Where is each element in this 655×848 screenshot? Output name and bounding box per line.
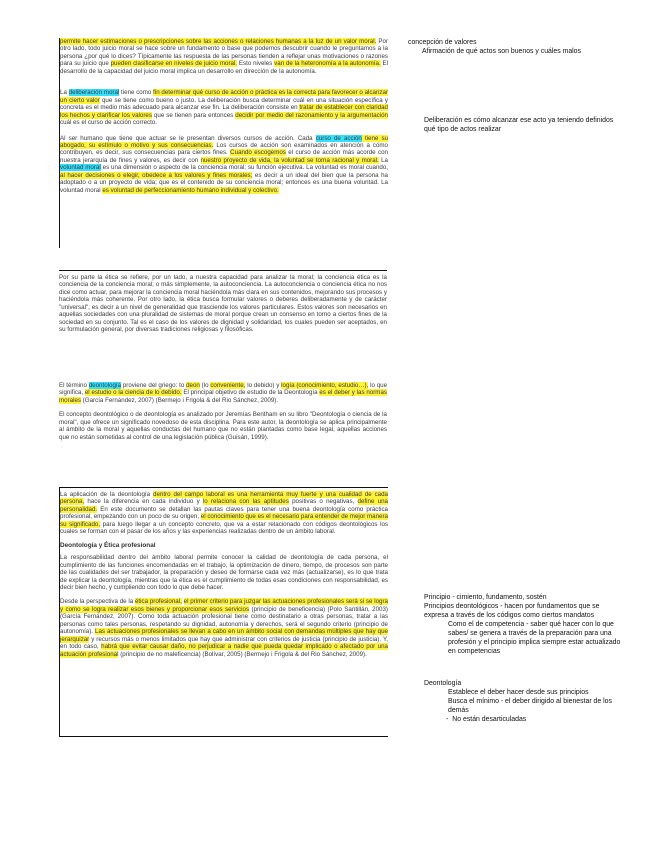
paragraph <box>60 491 388 536</box>
margin-note-valores <box>408 38 581 56</box>
text-run: cuál es el curso de acción correcto. <box>60 119 157 127</box>
highlighted-text: deontología <box>88 382 122 389</box>
highlighted-text: habrá que evitar causar daño, no perjudicar a nadie que pueda quedar implicado o afectado por una actuación profesional <box>60 643 388 658</box>
note-line: No están desarticuladas <box>452 716 527 723</box>
text-run: La aplicación de la deontología <box>60 491 154 498</box>
document-excerpt-deontologia-profesional <box>59 487 388 737</box>
note-line: expresa a través de los códigos como ciertos mandatos <box>424 612 595 619</box>
margin-note-principio <box>424 593 620 656</box>
note-line: Principio - cimiento, fundamento, sostén <box>424 594 547 601</box>
note-line: demás <box>448 707 469 714</box>
text-run: (lo <box>199 382 211 389</box>
paragraph <box>60 554 388 591</box>
note-line: Como el de competencia - saber qué hacer con lo que <box>448 621 614 628</box>
note-line: en competencias <box>448 648 501 655</box>
text-run: que se tienen para entonces <box>151 111 236 119</box>
highlighted-text: deon <box>186 382 200 389</box>
text-run: (García Fernández, 2007) (Bermejo i Frigola & del Rio Sánchez, 2009). <box>81 396 279 404</box>
highlighted-text: ética profesional, <box>134 598 182 606</box>
paragraph <box>59 382 387 404</box>
text-run: es una dimensión o aspecto de la conciencia moral; su función ejecutiva. La voluntad es moral cuando, <box>100 164 388 172</box>
text-run: Por su parte la ética se refiere, por un lado, a nuestra capacidad para analizar la moral; la conciencia ética es la conciencia de la conciencia moral; o más simplemente, la autoconciencia. La autoconciencia o conciencia ética no nos dice como actuar, para mejorar la conciencia moral haciéndola más clara en sus contenidos, mejorando sus procesos y haciéndola más coherente. Por otro lado, la ética busca formular valores o deberes deliberadamente y de carácter "universal", es decir a un nivel de generalidad que trasciende los valores particulares. Estos valores son necesarios en aquellas sociedades con una pluralidad de sistemas de moral porque crean un consenso en torno a ciertos fines de la sociedad en su conjunto. Tal es el caso de los valores de dignidad y solidaridad, los cuales pueden ser aceptados, en su formulación general, por diversas tradiciones religiosas y filosóficas. <box>59 274 387 334</box>
highlighted-text: deliberación moral <box>68 89 120 97</box>
text-run: Por otro lado, todo juicio moral se hace sobre un fundamento o base que podemos descubrir cuando le preguntamos a la persona ¿por qué lo dices? Típicamente las respuesta de las personas tienden a reflejar unas motivaciones o razones para su juicio que <box>60 38 389 68</box>
bullet-dash: - <box>446 716 449 723</box>
note-line: qué tipo de actos realizar <box>424 126 501 133</box>
text-run: Desde la perspectiva de la <box>60 598 135 606</box>
highlighted-text: decidir por medio del razonamiento y la argumentación <box>235 111 388 119</box>
text-run: lo debido) y <box>245 382 282 389</box>
paragraph <box>60 135 388 195</box>
highlighted-text: el estudio o la ciencia de lo debido. <box>84 389 182 397</box>
highlighted-text: al hacer decisiones o elegir, obedece a los valores y fines morales; <box>60 171 253 179</box>
paragraph <box>60 598 388 658</box>
paragraph <box>60 38 388 75</box>
paragraph <box>60 89 388 126</box>
note-line: concepción de valores <box>408 39 477 46</box>
note-line: profesión y el principio implica siempre estar actualizado <box>448 639 621 646</box>
document-excerpt-juicio-moral <box>59 38 388 248</box>
document-excerpt-deontologia-origen <box>59 382 387 478</box>
note-line: Busca el mínimo - el deber dirigido al bienestar de los <box>448 698 612 705</box>
note-line: Deliberación es cómo alcanzar ese acto ya teniendo definidos <box>424 117 614 124</box>
margin-note-deontologia <box>424 679 612 724</box>
highlighted-text: define una personalidad. <box>60 498 388 513</box>
text-run: La <box>60 89 69 97</box>
highlighted-text: Cuando escogemos <box>230 149 286 157</box>
text-run: proviene del griego: to <box>121 382 187 389</box>
note-line: Establece el deber hacer desde sus principios <box>448 689 589 696</box>
highlighted-text: lo relaciona con las aptitudes <box>202 498 289 506</box>
text-run: es decir a un ideal del bien que la persona ha adoptado o a un proyecto de vida; que es el contenido de su conciencia moral; entonces es una buena voluntad. La voluntad moral <box>60 171 388 194</box>
highlighted-text: curso de acción <box>315 134 362 142</box>
highlighted-text: permite hacer estimaciones o prescripciones sobre las acciones o relaciones humanas a la luz de un valor moral. <box>60 38 377 45</box>
text-run: lo que significa, <box>59 382 388 397</box>
text-run: El término <box>59 382 89 389</box>
text-run: El principal objetivo de estudio de la Deontología <box>181 389 320 397</box>
paragraph <box>59 411 387 441</box>
text-run: Los cursos de acción son examinados en atención a cómo contribuyen, es decir, sus consecuencias para ciertos fines. <box>60 141 388 157</box>
highlighted-text: el conocimiento que es el necesario para entender de mejor manera su significado, <box>60 513 388 528</box>
text-run: (principio de beneficencia) (Polo Santillán, 2003) (García Fernández, 2007). Como toda actuación profesional tiene como destinatario a otras personas, tratar a las personas como tales personas, respetando su dignidad, autonomía y derechos, será el segundo criterio (principio de autonomía). <box>60 605 388 636</box>
highlighted-text: van de la heteronomía a la autonomía. <box>274 60 381 68</box>
highlighted-text: el primer criterio para juzgar las actuaciones profesionales será si se logra y como se logra realizar esos bienes y proporcionar esos servicios <box>60 598 388 613</box>
margin-note-deliberacion <box>424 116 613 134</box>
text-run: hace la diferencia en cada individuo y <box>84 498 203 506</box>
text-run: El desarrollo de la capacidad del juicio moral implica un desarrollo en dirección de la autonomía. <box>60 60 388 75</box>
note-bullet-item <box>424 715 612 724</box>
highlighted-text: es voluntad de perfeccionamiento humano individual y colectivo. <box>102 186 279 194</box>
text-run: En este documento se detallan las pautas claves para tener una buena deontología como práctica profesional, empezando con un poco de su origen, <box>60 505 388 521</box>
text-run: (principio de no maleficencia) (Bolívar, 2005) (Bermejo i Frigola & del Rio Sánchez, 2009). <box>118 650 367 658</box>
note-line: Afirmación de qué actos son buenos y cuáles malos <box>422 48 581 55</box>
text-run: Al ser humano que tiene que actuar se le presentan diversos cursos de acción. Cada <box>60 134 316 142</box>
highlighted-text: pueden clasificarse en niveles de juicio moral. <box>110 60 238 68</box>
highlighted-text: logía (conocimiento, estudio…), <box>281 382 369 389</box>
text-run: y recursos más o menos limitados que hay que administrar con criterios de justicia (principio de justicia). Y, en todo caso, <box>60 635 388 651</box>
text-run: que se tiene como bueno o justo. La deliberación busca determinar cuál en una situación específica y concreta es el medio más adecuado para alcanzar ese fin. La deliberación consiste en <box>60 96 388 112</box>
text-run: El concepto deontológico o de deontología es analizado por Jeremías Bentham en su libro "Deontología o ciencia de la moral", que ofrece un significado novedoso de esta disciplina. Para este autor, la deontología se aplica principalmente al ámbito de la moral y aquellas conductas del humano que no están plantadas como base legal, aquellas acciones que no están sometidas al control de una legislación pública (Guisán, 1999). <box>59 411 387 441</box>
highlighted-text: voluntad moral <box>60 164 101 172</box>
text-run: el curso de acción más acorde con nuestra jerarquía de fines y valores, es decir con <box>60 149 388 164</box>
highlighted-text: tiene su abogado, su estímulo o motivo y sus consecuencias. <box>60 134 389 149</box>
highlighted-text: nuestro proyecto de vida, la voluntad se torna racional y moral. <box>200 156 379 164</box>
document-excerpt-etica <box>59 270 387 367</box>
highlighted-text: Las actuaciones profesionales se llevan a cabo en un ámbito social con demandas múltiples que hay que jerarquizar <box>60 628 388 643</box>
note-line: Deontología <box>424 680 462 687</box>
section-heading: Deontología y Ética profesional <box>60 541 156 549</box>
text-run: tiene como <box>119 89 154 97</box>
note-line: sabes/ se genera a través de la preparación para una <box>448 630 612 637</box>
text-run: La responsabilidad dentro del ámbito laboral permite conocer la calidad de deontología de cada persona, el cumplimiento de las funciones encomendadas en el trabajo, la optimización de dinero, tiempo, de procesos son parte de las cualidades del ser trabajador, la preparación y deseo de formarse cada vez más (actualizarse), es lo que trata de explicar la deontología, mientras que la ética es el cumplimiento de todas esas condiciones con responsabilidad, es decir bien hecho, y cumpliendo con todo lo que debe hacer. <box>60 554 388 591</box>
text-run: Esto niveles <box>237 60 275 68</box>
text-run: La <box>378 156 388 164</box>
text-run: para luego llegar a un concepto concreto, que va a estar relacionado con códigos deontológicos los cuales se forman con el pasar de los años y las experiencias realizadas dentro de un ámbito laboral. <box>60 520 388 536</box>
highlighted-text: tratar de establecer con claridad los hechos y clarificar los valores <box>60 104 388 119</box>
highlighted-text: dentro del campo laboral es una herramienta muy fuerte y una cualidad de cada persona, <box>60 491 388 506</box>
highlighted-text: es el deber y las normas morales <box>59 389 387 404</box>
paragraph <box>59 274 387 334</box>
text-run: positivas o negativas, <box>288 498 358 506</box>
note-line: Principios deontológicos - hacen por fundamentos que se <box>424 603 600 610</box>
highlighted-text: fin determinar qué curso de acción o práctica es la correcta para favorecer o alcanzar un cierto valor <box>60 89 388 104</box>
highlighted-text: conveniente, <box>210 382 246 389</box>
